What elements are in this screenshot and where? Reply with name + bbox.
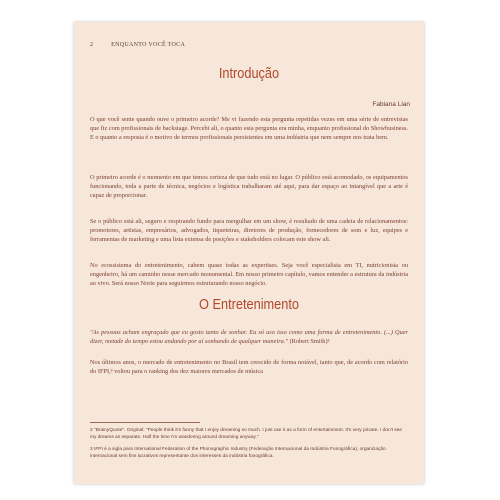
paragraph-4: No ecossistema do entretenimento, cabem quase todas as expertises. Seja você especialista em TI, nutricionista ou engenheiro, há um caminho nesse mercado monumental. Em nosso primeiro capítulo, vamos entender a estrutura da indústria ao vivo. Será nosso Norte para seguirmos estruturando nosso negócio. — [90, 262, 408, 288]
running-head-title: ENQUANTO VOCÊ TOCA — [111, 42, 186, 48]
paragraph-3: Se o público está ali, seguro e respirando fundo para mergulhar em um show, é resultado de uma cadeia de relacionamentos: promotores, artistas, empresários, advogados, tiqueteiras, diretores de produção, fornecedores de som e luz, equipes e ferramentas de marketing e uma lista extensa de posições e stakeholders colocam este show ali. — [90, 218, 408, 244]
paragraph-2: O primeiro acorde é o momento em que temos certeza de que tudo está no lugar. O público está acomodado, os equipamentos funcionando, toda a parte de técnica, negócios e logística trabalharam até aqui, para dar espaço ao intangível que a arte é capaz de proporcionar. — [90, 174, 408, 200]
page-number: 2 — [90, 42, 94, 48]
quote-text: "As pessoas acham engraçado que eu gosto tanto de sonhar. Eu só uso isso como uma forma de entretenimento. (...) Quer dizer, metade do tempo estou andando por aí sonhando de qualquer maneira." — [90, 329, 408, 346]
paragraph-1: O que você sente quando ouve o primeiro acorde? Me vi fazendo esta pergunta repetidas vezes em uma série de entrevistas que fiz com profissionais de backstage. Percebi ali, o quanto esta pergunta era minha, enquanto profissional do Showbusiness. E o quanto a resposta é o motivo de termos profissionais persistentes em uma indústria que nem sempre nos trata bem. — [90, 116, 408, 142]
quote-attribution: (Robert Smith)² — [288, 338, 330, 346]
author-name: Fabiana Lian — [372, 101, 410, 108]
paragraph-5: Nos últimos anos, o mercado de entretenimento no Brasil tem crescido de forma notável, tanto que, de acordo com relatório do IFPI,³ voltou para o ranking dos dez maiores mercados de música — [90, 359, 408, 376]
footnote-3: 3 IFPI é a sigla para International Federation of the Phonographic Industry (Federação Internacional da Indústria Fonográfica), organização internacional sem fins lucrativos representante dos interesses da indústria fonográfica. — [90, 447, 386, 459]
epigraph-quote — [90, 328, 408, 346]
section-heading-entretenimento: O Entretenimento — [199, 296, 299, 313]
footnote-divider — [90, 422, 200, 423]
running-head — [90, 42, 185, 48]
footnote-2: 2 "BrainyQuote". Original: "People think it's funny that I enjoy dreaming so much. I just use it as a form of entertainment. It's very private. I don't see my dreams as separate. Half the time I'm wandering around dreaming anyway." — [90, 428, 403, 440]
book-page — [74, 22, 424, 484]
section-heading-introducao: Introdução — [218, 65, 280, 82]
